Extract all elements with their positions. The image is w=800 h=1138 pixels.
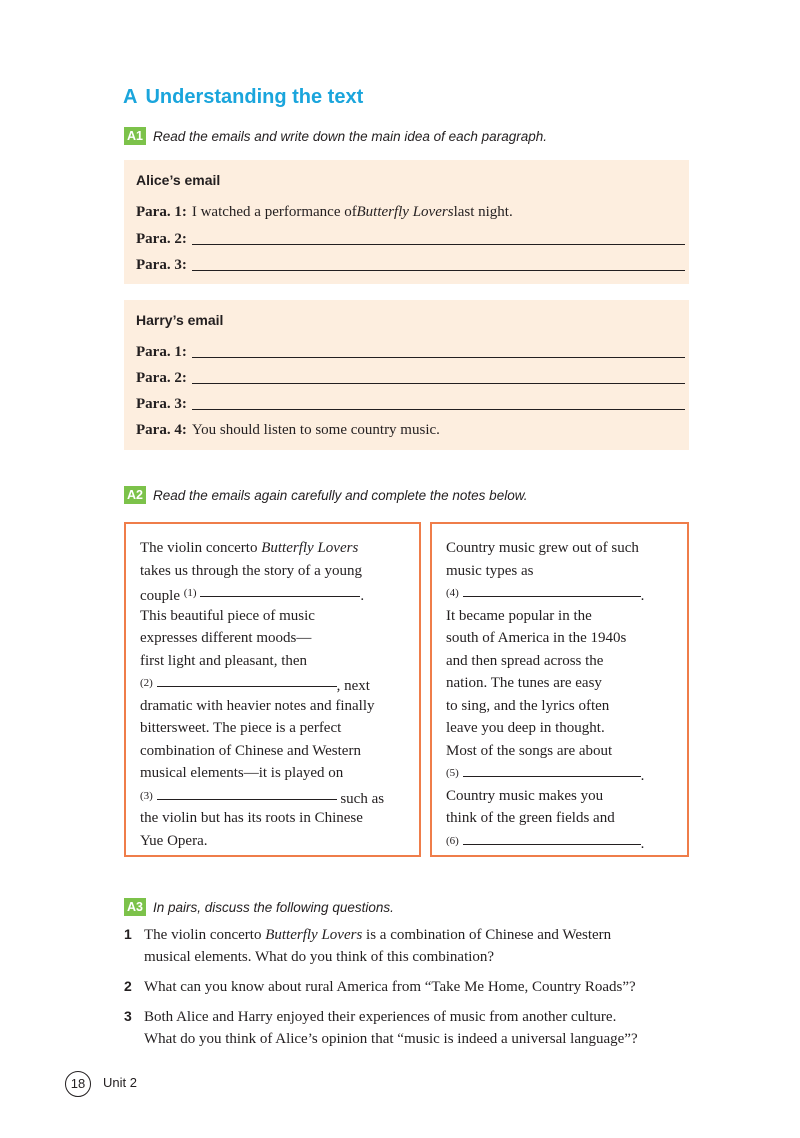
harry-para-2 (136, 370, 685, 387)
note-line: first light and pleasant, then (140, 653, 308, 669)
note-line: music types as (446, 563, 534, 579)
note-line: $^{(5)}$ . (446, 767, 645, 784)
question-number: 2 (124, 978, 132, 994)
task-instruction-a1: Read the emails and write down the main idea of each paragraph. (152, 128, 547, 144)
harry-email-header: Harry’s email (136, 312, 224, 328)
answer-blank[interactable] (192, 408, 685, 410)
answer-blank[interactable] (192, 356, 685, 358)
notes-box-country-music (430, 522, 689, 857)
para-italic: Butterfly Lovers (356, 204, 454, 220)
note-line: Yue Opera. (140, 833, 208, 849)
note-line: expresses different moods— (140, 630, 312, 646)
blank-number-6: (6) (446, 835, 459, 847)
note-line: south of America in the 1940s (446, 630, 627, 646)
question-text: musical elements. What do you think of this combination? (144, 949, 495, 965)
notes-box-butterfly-lovers (124, 522, 421, 857)
task-a2-header (124, 486, 527, 504)
para-label: Para. 3: (136, 257, 187, 273)
note-line: musical elements—it is played on (140, 765, 344, 781)
page-number: 18 (65, 1071, 91, 1097)
note-line: $^{(4)}$ . (446, 587, 645, 604)
task-a3-header (124, 898, 394, 916)
blank-number-3: (3) (140, 790, 153, 802)
note-line: bittersweet. The piece is a perfect (140, 720, 342, 736)
section-title: Understanding the text (145, 86, 364, 108)
question-text: The violin concerto Butterfly Lovers is a combination of Chinese and Western (144, 927, 612, 943)
answer-blank-4[interactable] (463, 595, 641, 597)
question-text: What can you know about rural America from “Take Me Home, Country Roads”? (144, 979, 636, 995)
section-letter: A (123, 86, 138, 108)
para-label: Para. 2: (136, 370, 187, 386)
task-instruction-a3: In pairs, discuss the following questions. (152, 899, 394, 915)
note-line: $^{(6)}$ . (446, 835, 645, 852)
question-number: 3 (124, 1008, 132, 1024)
blank-number-4: (4) (446, 587, 459, 599)
answer-blank-2[interactable] (157, 685, 337, 687)
note-line: couple $^{(1)}$ . (140, 587, 365, 604)
note-line: $^{(2)}$ , next (140, 677, 370, 694)
note-line: Country music makes you (446, 788, 604, 804)
note-line: takes us through the story of a young (140, 563, 363, 579)
note-line: the violin but has its roots in Chinese (140, 810, 363, 826)
para-text: You should listen to some country music. (191, 422, 440, 438)
para-label: Para. 3: (136, 396, 187, 412)
question-number: 1 (124, 926, 132, 942)
alice-para-3 (136, 257, 685, 274)
answer-blank[interactable] (192, 243, 685, 245)
harry-para-4 (136, 422, 440, 439)
para-label: Para. 1: (136, 344, 187, 360)
note-line: nation. The tunes are easy (446, 675, 602, 691)
para-label: Para. 1: (136, 204, 187, 220)
blank-number-1: (1) (183, 587, 197, 599)
note-line: Country music grew out of such (446, 540, 639, 556)
note-line: dramatic with heavier notes and finally (140, 698, 375, 714)
note-line: Most of the songs are about (446, 743, 613, 759)
para-text-end: last night. (453, 204, 513, 220)
harry-email-box (124, 300, 689, 450)
note-line: This beautiful piece of music (140, 608, 315, 624)
harry-para-3 (136, 396, 685, 413)
alice-para-2 (136, 231, 685, 248)
answer-blank-3[interactable] (157, 798, 337, 800)
para-label: Para. 2: (136, 231, 187, 247)
task-instruction-a2: Read the emails again carefully and complete the notes below. (152, 487, 528, 503)
note-line: combination of Chinese and Western (140, 743, 361, 759)
answer-blank[interactable] (192, 269, 685, 271)
note-line: The violin concerto Butterfly Lovers (140, 540, 359, 556)
answer-blank-5[interactable] (463, 775, 641, 777)
para-text: I watched a performance of (191, 204, 357, 220)
note-line: It became popular in the (446, 608, 592, 624)
task-badge-a2: A2 (124, 486, 146, 504)
question-text: Both Alice and Harry enjoyed their experiences of music from another culture. (144, 1009, 617, 1025)
alice-email-box (124, 160, 689, 284)
harry-para-1 (136, 344, 685, 361)
task-a1-header (124, 127, 547, 145)
answer-blank-6[interactable] (463, 843, 641, 845)
unit-label: Unit 2 (103, 1075, 137, 1090)
note-line: and then spread across the (446, 653, 604, 669)
task-badge-a1: A1 (124, 127, 146, 145)
note-line: to sing, and the lyrics often (446, 698, 610, 714)
blank-number-5: (5) (446, 767, 459, 779)
note-line: leave you deep in thought. (446, 720, 605, 736)
note-line: $^{(3)}$ such as (140, 790, 385, 807)
question-text: What do you think of Alice’s opinion that “music is indeed a universal language”? (144, 1031, 638, 1047)
blank-number-2: (2) (140, 677, 153, 689)
note-line: think of the green fields and (446, 810, 615, 826)
task-badge-a3: A3 (124, 898, 146, 916)
answer-blank-1[interactable] (200, 595, 360, 597)
answer-blank[interactable] (192, 382, 685, 384)
alice-email-header: Alice’s email (136, 172, 221, 188)
para-label: Para. 4: (136, 422, 187, 438)
section-heading (123, 86, 363, 109)
alice-para-1 (136, 204, 513, 221)
